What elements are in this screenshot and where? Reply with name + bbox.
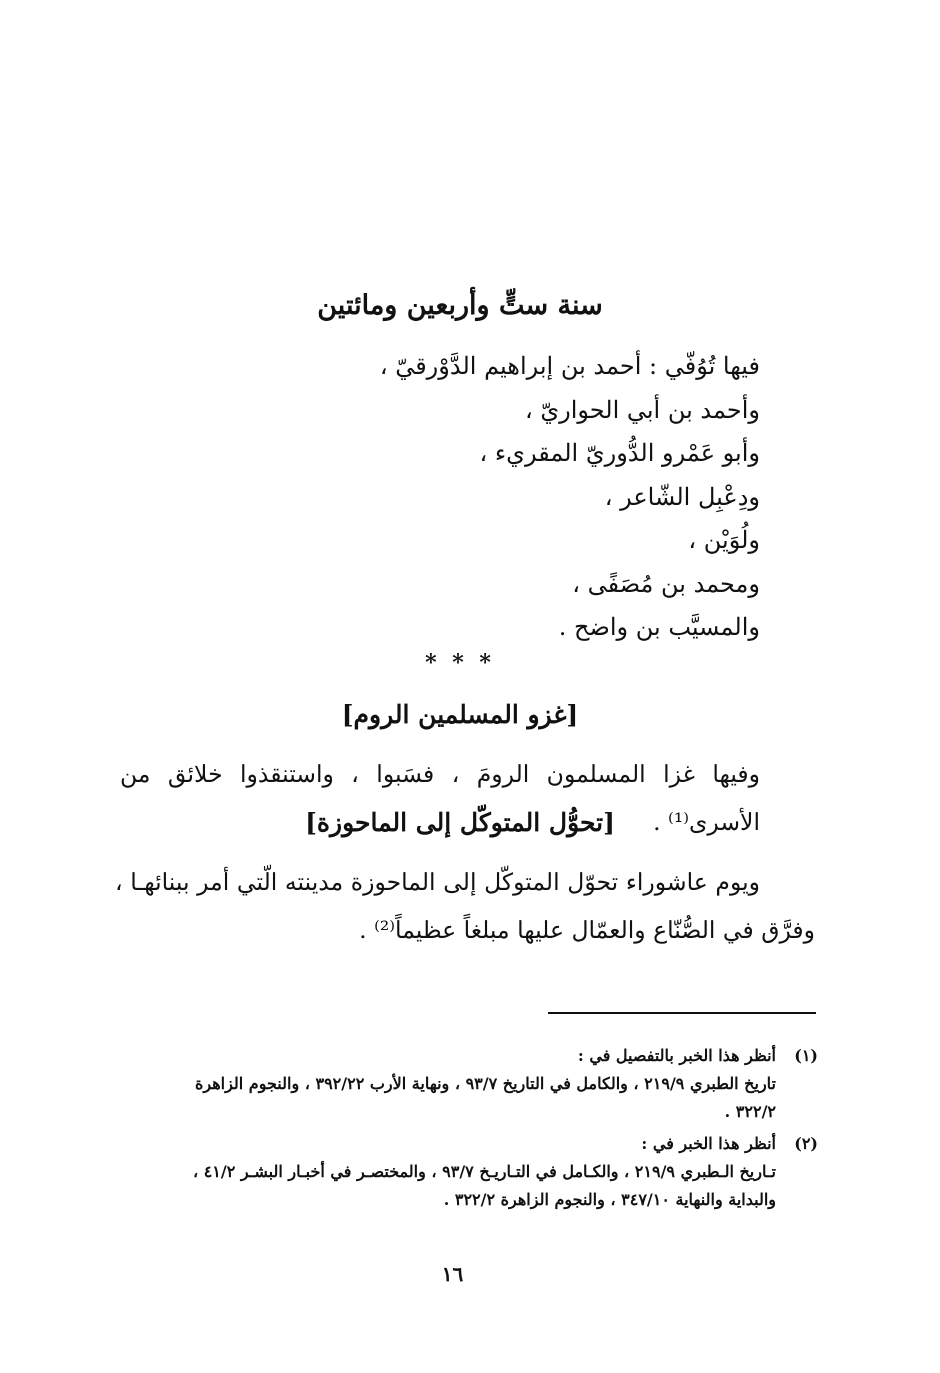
footnote-line: تاريخ الطبري ٢١٩/٩ ، والكامل في التاريخ ٩٣/٧ ، ونهاية الأرب ٣٩٢/٢٢ ، والنجوم الزاهرة: [194, 1074, 776, 1093]
footnote-number: (٢): [794, 1134, 818, 1153]
page-number: ١٦: [441, 1262, 464, 1286]
section-separator: * * *: [425, 650, 495, 676]
footnote: [98, 1130, 818, 1214]
footnote-line: ٣٢٢/٢ .: [724, 1102, 776, 1121]
death-entry: ودِعْبِل الشّاعر ،: [604, 482, 760, 511]
section-text-raid: وفيها غزا المسلمون الرومَ ، فسَبوا ، واستنقذوا خلائق من الأسرى⁽¹⁾ .: [120, 760, 760, 836]
footnote-line: تـاريخ الـطبري ٢١٩/٩ ، والكـامل في التـاريـخ ٩٣/٧ ، والمختصـر في أخبـار البشـر ٤١/٢ ،: [192, 1162, 776, 1181]
death-entry: والمسيَّب بن واضح .: [558, 613, 760, 641]
death-entry: ومحمد بن مُصَفًى ،: [572, 569, 760, 598]
death-entry: وأبو عَمْرو الدُّوريّ المقريء ،: [479, 439, 760, 467]
section-heading-mahuza: [تحوُّل المتوكّل إلى الماحوزة]: [305, 808, 615, 837]
footnote-line: والبداية والنهاية ٣٤٧/١٠ ، والنجوم الزاهرة ٣٢٢/٢ .: [443, 1190, 776, 1209]
year-title: سنة ستٍّ وأربعين ومائتين: [317, 290, 603, 321]
footnote-line: أنظر هذا الخبر في :: [641, 1134, 776, 1153]
footnote-line: أنظر هذا الخبر بالتفصيل في :: [577, 1046, 776, 1065]
footnote: [98, 1042, 818, 1126]
death-entry: وأحمد بن أبي الحواريّ ،: [524, 395, 760, 424]
death-entry: فيها تُوُفّي : أحمد بن إبراهيم الدَّوْرقيّ ،: [379, 352, 760, 380]
footnotes: [98, 1042, 818, 1214]
death-entry: ولُوَيْن ،: [688, 526, 760, 554]
section-text-mahuza: ويوم عاشوراء تحوّل المتوكّل إلى الماحوزة مدينته الّتي أمر ببنائهـا ، وفرَّق في الصُّنّاع والعمّال عليها مبلغاً عظيماً⁽²⁾ .: [115, 868, 815, 944]
section-heading-raid: [غزو المسلمين الروم]: [341, 700, 579, 729]
footnote-divider: [548, 1012, 816, 1014]
footnote-number: (١): [794, 1046, 818, 1065]
deaths-list: [260, 345, 760, 650]
